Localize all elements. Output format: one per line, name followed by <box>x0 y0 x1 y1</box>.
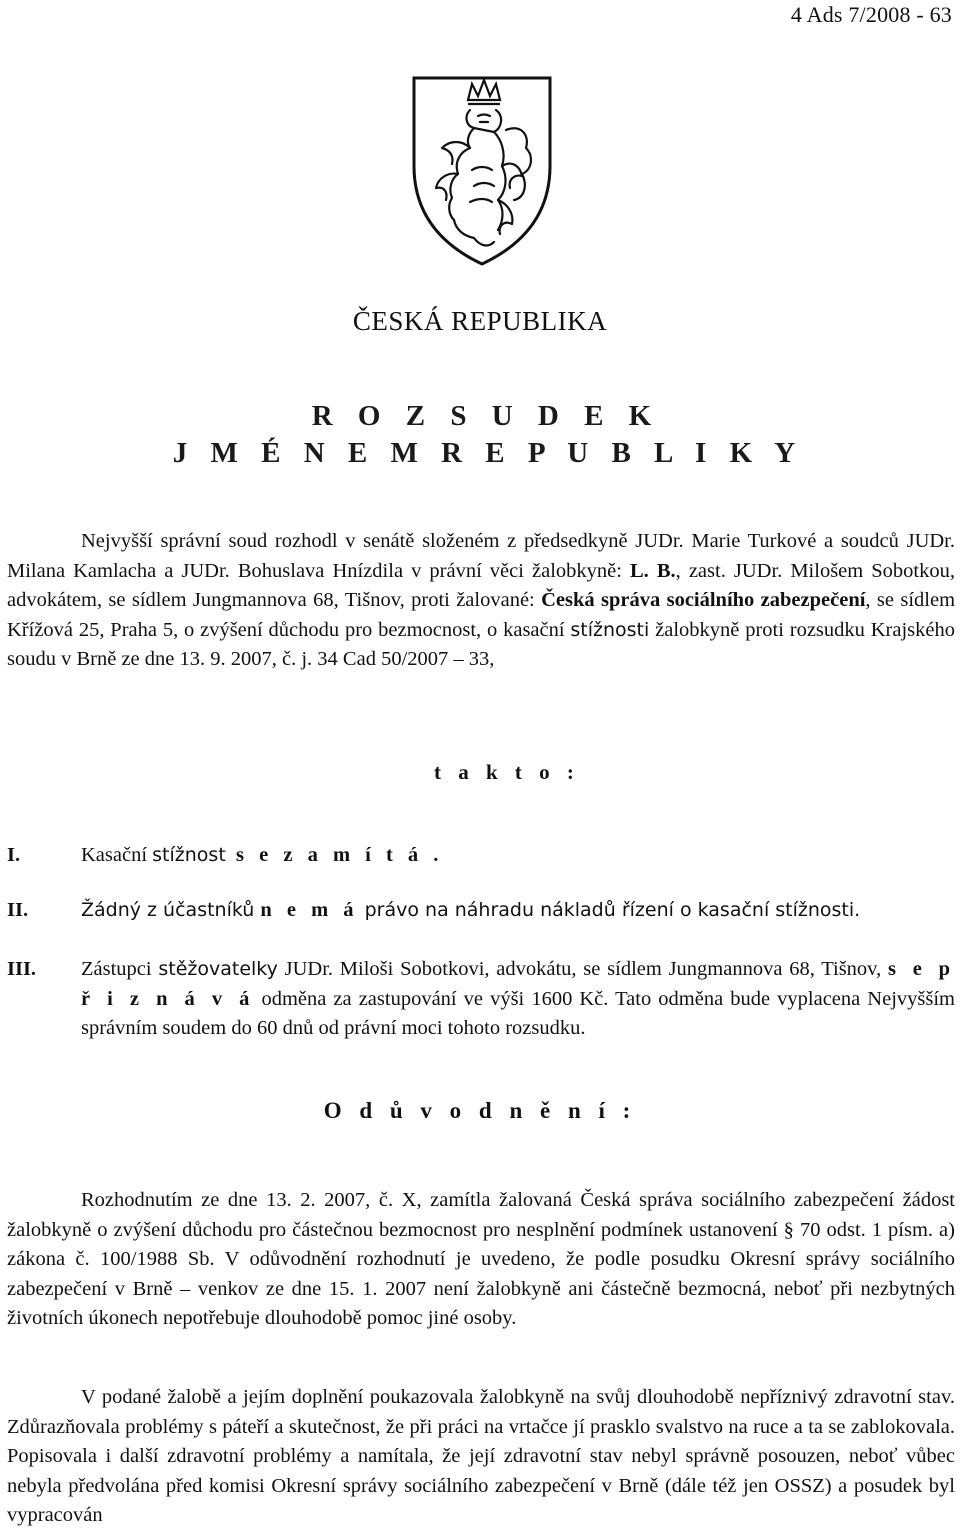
item-number: III. <box>7 958 37 980</box>
item-lead: Kasační <box>81 844 153 866</box>
verdict-item <box>7 955 955 1044</box>
intro-text-3: , se sídlem Křížová 25, Praha 5, o zvýšení důchodu pro bezmocnost, o kasační <box>7 589 956 641</box>
country-name: ČESKÁ REPUBLIKA <box>352 306 608 336</box>
item-rest: odměna za zastupování ve výši 1600 Kč. Tato odměna bude vyplacena Nejvyšším správním soudem do 60 dnů od právní moci tohoto rozsudku. <box>81 987 956 1040</box>
intro-paragraph <box>7 527 955 675</box>
item-number: II. <box>7 899 29 921</box>
verdict-item <box>7 896 955 926</box>
item-lead: Zástupci <box>81 958 159 980</box>
item-rest-sans: stížnosti <box>775 899 855 921</box>
in-name-of-republic: J M É N E M R E P U B L I K Y <box>172 437 804 469</box>
intro-text-sans: stížnosti <box>570 618 650 641</box>
state-emblem-icon <box>408 70 556 270</box>
reasoning-paragraph-1: Rozhodnutím ze dne 13. 2. 2007, č. X, zamítla žalovaná Česká správa sociálního zabezpečení žádost žalobkyně o zvýšení důchodu pro částečnou bezmocnost pro nesplnění podmínek ustanovení § 70 odst. 1 písm. a) zákona č. 100/1988 Sb. V odůvodnění rozhodnutí je uvedeno, že podle posudku Okresní správy sociálního zabezpečení v Brně – venkov ze dne 15. 1. 2007 není žalobkyně ani částečně bezmocná, neboť při nezbytných životních úkonech nepotřebuje dlouhodobě pomoc jiné osoby. <box>7 1189 955 1329</box>
case-number: 4 Ads 7/2008 - 63 <box>790 2 952 27</box>
item-lead-2: JUDr. Miloši Sobotkovi, advokátu, se sídlem Jungmannova 68, Tišnov, <box>277 958 888 980</box>
intro-text-2: , zast. JUDr. Milošem Sobotkou, advokátem, se sídlem Jungmannova 68, Tišnov, proti žalované: <box>7 559 955 612</box>
item-rest-end: . <box>854 899 861 921</box>
verdict-title: R O Z S U D E K <box>311 400 661 432</box>
item-emphasis: s e z a m í t á . <box>236 844 444 866</box>
item-emphasis: n e m á <box>260 899 359 921</box>
plaintiff-name: L. B. <box>630 559 676 582</box>
intro-text-1: Nejvyšší správní soud rozhodl v senátě složeném z předsedkyně JUDr. Marie Turkové a soudců JUDr. Milana Kamlacha a JUDr. Bohuslava Hnízdila v právní věci žalobkyně: <box>7 530 955 582</box>
takto-heading: t a k t o : <box>434 760 580 784</box>
crown-icon <box>468 80 500 104</box>
item-lead-sans: stížnost <box>152 844 226 866</box>
defendant-name: Česká správa sociálního zabezpečení <box>541 589 866 612</box>
intro-text-4: žalobkyně proti rozsudku Krajského soudu v Brně ze dne 13. 9. 2007, č. j. 34 Cad 50/2007 – 33, <box>7 618 955 671</box>
lion-icon <box>436 110 531 245</box>
item-lead: Žádný z účastníků <box>81 899 261 921</box>
item-rest: právo na náhradu nákladů řízení o kasační <box>358 899 776 921</box>
item-number: I. <box>7 844 21 866</box>
item-emphasis: s e p ř i z n á v á <box>81 958 955 1010</box>
reasoning-paragraph-2: V podané žalobě a jejím doplnění poukazovala žalobkyně na svůj dlouhodobě nepříznivý zdravotní stav. Zdůrazňovala problémy s páteří a skutečnost, že při práci na vrtačce jí prasklo svalstvo na ruce a ta se zablokovala. Popisovala i další zdravotní problémy a namítala, že její zdravotní stav nebyl správně posouzen, neboť vůbec nebyla předvolána před komisi Okresní správy sociálního zabezpečení v Brně (dále též jen OSSZ) a posudek byl vypracován <box>7 1386 955 1526</box>
verdict-item <box>7 841 955 871</box>
item-lead-sans: stěžovatelky <box>158 958 278 980</box>
reasoning-heading: O d ů v o d n ě n í : <box>323 1098 637 1123</box>
